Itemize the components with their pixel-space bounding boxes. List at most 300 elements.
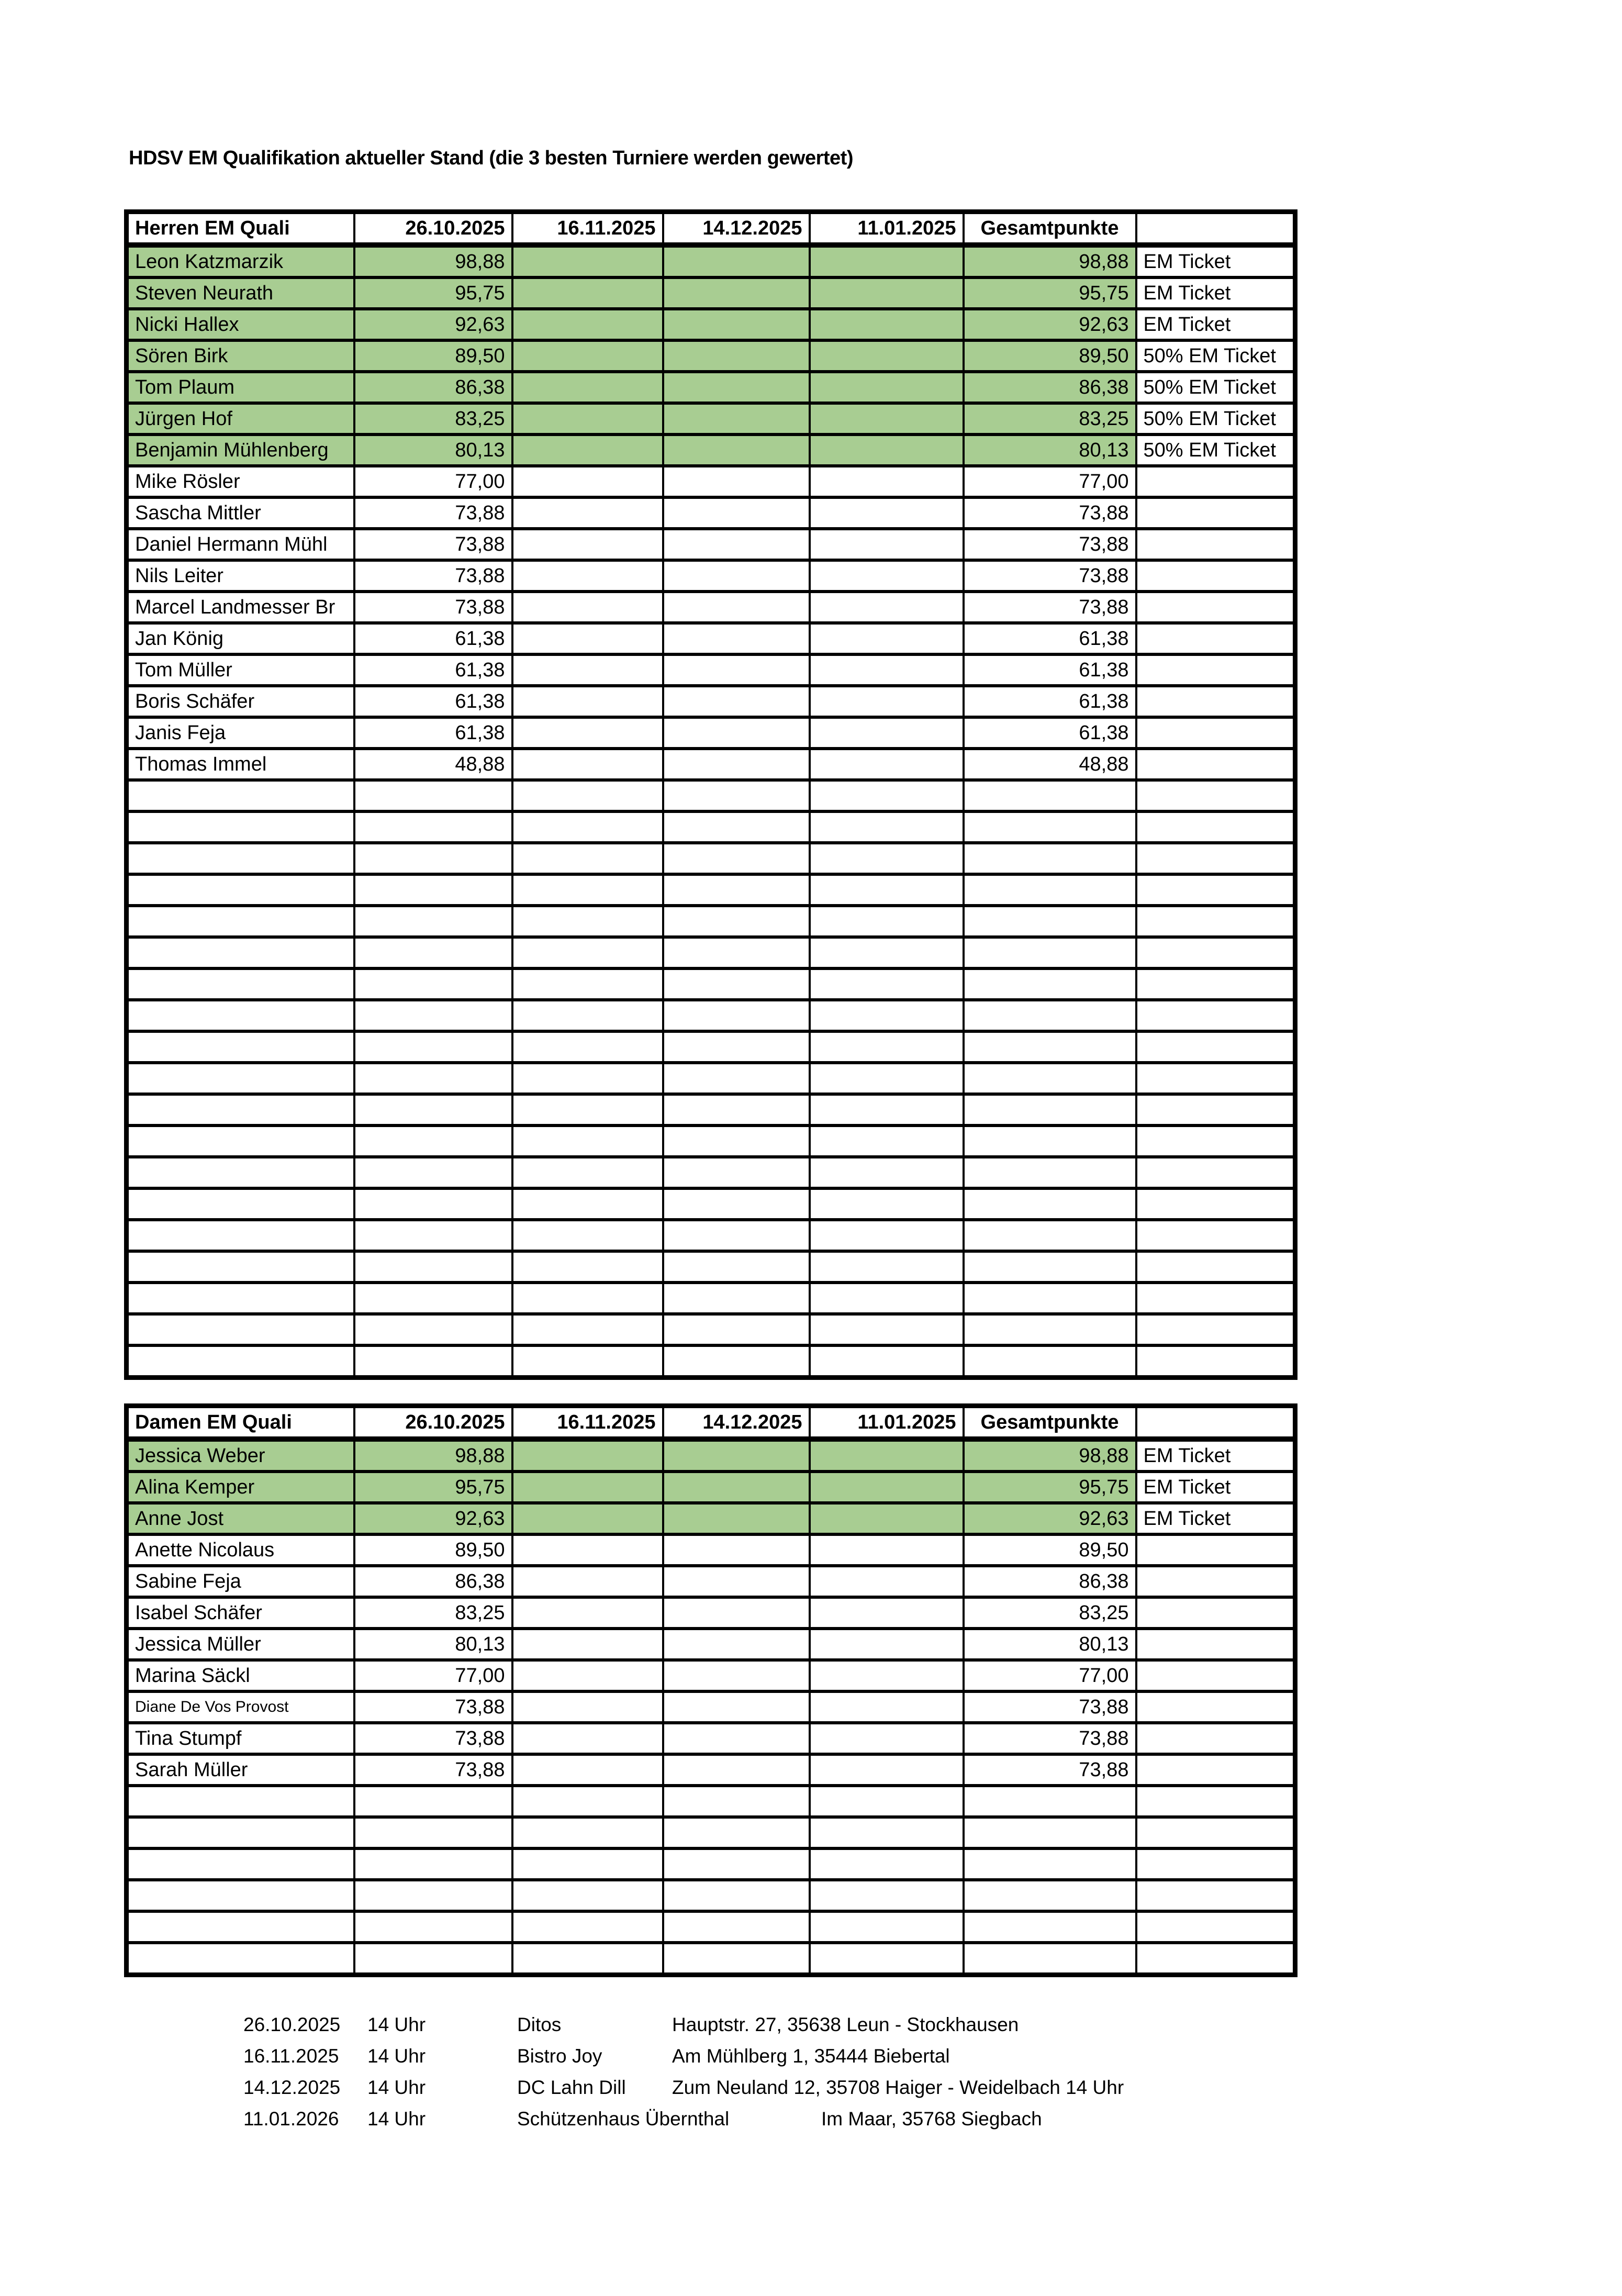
empty-cell bbox=[512, 811, 663, 843]
ticket-status-cell bbox=[1136, 497, 1295, 529]
score-cell bbox=[663, 372, 810, 403]
player-name-cell: Marina Säckl bbox=[127, 1660, 354, 1691]
score-cell bbox=[810, 749, 964, 780]
score-cell: 73,88 bbox=[354, 1754, 512, 1786]
player-name-cell: Jürgen Hof bbox=[127, 403, 354, 434]
score-cell bbox=[512, 1439, 663, 1472]
empty-cell bbox=[1136, 1314, 1295, 1345]
empty-cell bbox=[810, 1817, 964, 1848]
empty-cell bbox=[512, 843, 663, 874]
ticket-status-cell bbox=[1136, 1534, 1295, 1566]
empty-cell bbox=[1136, 1157, 1295, 1188]
score-cell bbox=[663, 434, 810, 466]
empty-cell bbox=[663, 1063, 810, 1094]
score-cell: 73,88 bbox=[354, 560, 512, 592]
ticket-status-cell bbox=[1136, 749, 1295, 780]
empty-cell bbox=[810, 1063, 964, 1094]
total-points-cell: 89,50 bbox=[964, 340, 1136, 372]
empty-cell bbox=[964, 1031, 1136, 1063]
score-cell: 83,25 bbox=[354, 1597, 512, 1629]
empty-cell bbox=[810, 1943, 964, 1975]
schedule-venue: Bistro Joy bbox=[517, 2045, 602, 2067]
total-points-cell: 89,50 bbox=[964, 1534, 1136, 1566]
ticket-status-cell bbox=[1136, 1629, 1295, 1660]
empty-cell bbox=[810, 1345, 964, 1378]
player-row bbox=[127, 1754, 1295, 1786]
score-cell bbox=[512, 1754, 663, 1786]
empty-cell bbox=[127, 1251, 354, 1283]
empty-cell bbox=[1136, 1817, 1295, 1848]
schedule-date: 26.10.2025 bbox=[243, 2014, 341, 2035]
ticket-column-header bbox=[1136, 212, 1295, 246]
player-name-cell: Sören Birk bbox=[127, 340, 354, 372]
total-points-cell: 77,00 bbox=[964, 1660, 1136, 1691]
empty-cell bbox=[354, 968, 512, 1000]
player-row bbox=[127, 277, 1295, 309]
score-cell: 61,38 bbox=[354, 686, 512, 717]
empty-cell bbox=[512, 1188, 663, 1220]
player-name-cell: Alina Kemper bbox=[127, 1472, 354, 1503]
schedule-venue: Schützenhaus Übernthal bbox=[517, 2108, 730, 2130]
empty-row bbox=[127, 1848, 1295, 1880]
score-cell: 98,88 bbox=[354, 1439, 512, 1472]
schedule-time: 14 Uhr bbox=[367, 2108, 426, 2130]
empty-cell bbox=[964, 1848, 1136, 1880]
score-cell bbox=[663, 309, 810, 340]
score-cell bbox=[512, 686, 663, 717]
empty-cell bbox=[810, 1848, 964, 1880]
empty-cell bbox=[512, 937, 663, 968]
score-cell bbox=[810, 1472, 964, 1503]
score-cell bbox=[663, 466, 810, 497]
score-cell: 73,88 bbox=[354, 529, 512, 560]
total-column-header: Gesamtpunkte bbox=[964, 1406, 1136, 1440]
score-cell bbox=[810, 1597, 964, 1629]
empty-cell bbox=[964, 1314, 1136, 1345]
empty-cell bbox=[964, 874, 1136, 906]
empty-cell bbox=[127, 1345, 354, 1378]
empty-cell bbox=[512, 1283, 663, 1314]
table-title-cell: Herren EM Quali bbox=[127, 212, 354, 246]
ticket-status-cell bbox=[1136, 1566, 1295, 1597]
empty-cell bbox=[1136, 1031, 1295, 1063]
empty-cell bbox=[1136, 780, 1295, 811]
score-cell bbox=[512, 654, 663, 686]
empty-cell bbox=[512, 1000, 663, 1031]
schedule-time: 14 Uhr bbox=[367, 2045, 426, 2067]
score-cell bbox=[663, 403, 810, 434]
score-cell bbox=[512, 560, 663, 592]
empty-cell bbox=[127, 1188, 354, 1220]
score-cell bbox=[663, 1660, 810, 1691]
score-cell: 77,00 bbox=[354, 1660, 512, 1691]
total-points-cell: 73,88 bbox=[964, 497, 1136, 529]
score-cell: 80,13 bbox=[354, 434, 512, 466]
empty-cell bbox=[354, 906, 512, 937]
score-cell bbox=[663, 497, 810, 529]
total-column-header: Gesamtpunkte bbox=[964, 212, 1136, 246]
score-cell: 92,63 bbox=[354, 309, 512, 340]
schedule-address: Im Maar, 35768 Siegbach bbox=[821, 2108, 1042, 2130]
header-row bbox=[127, 212, 1295, 246]
empty-cell bbox=[964, 1283, 1136, 1314]
score-cell bbox=[663, 686, 810, 717]
empty-cell bbox=[810, 874, 964, 906]
empty-cell bbox=[127, 1880, 354, 1911]
ticket-status-cell: EM Ticket bbox=[1136, 245, 1295, 277]
empty-row bbox=[127, 1157, 1295, 1188]
player-row bbox=[127, 1660, 1295, 1691]
total-points-cell: 98,88 bbox=[964, 1439, 1136, 1472]
score-cell bbox=[663, 623, 810, 654]
score-cell bbox=[810, 497, 964, 529]
score-cell bbox=[512, 1472, 663, 1503]
total-points-cell: 80,13 bbox=[964, 434, 1136, 466]
damen-em-quali-table bbox=[124, 1403, 1297, 1977]
empty-cell bbox=[663, 1880, 810, 1911]
total-points-cell: 61,38 bbox=[964, 717, 1136, 749]
empty-cell bbox=[127, 968, 354, 1000]
score-cell: 48,88 bbox=[354, 749, 512, 780]
empty-cell bbox=[810, 1283, 964, 1314]
table-title-cell: Damen EM Quali bbox=[127, 1406, 354, 1440]
player-name-cell: Anette Nicolaus bbox=[127, 1534, 354, 1566]
score-cell bbox=[810, 372, 964, 403]
empty-cell bbox=[1136, 1848, 1295, 1880]
empty-cell bbox=[964, 1817, 1136, 1848]
player-row bbox=[127, 403, 1295, 434]
score-cell bbox=[810, 717, 964, 749]
empty-cell bbox=[663, 1817, 810, 1848]
empty-cell bbox=[1136, 843, 1295, 874]
ticket-status-cell bbox=[1136, 1754, 1295, 1786]
empty-cell bbox=[127, 1911, 354, 1943]
schedule-date: 11.01.2026 bbox=[243, 2108, 339, 2130]
empty-row bbox=[127, 1251, 1295, 1283]
score-cell bbox=[810, 592, 964, 623]
ticket-status-cell bbox=[1136, 1691, 1295, 1723]
total-points-cell: 95,75 bbox=[964, 277, 1136, 309]
score-cell bbox=[810, 403, 964, 434]
schedule-address: Zum Neuland 12, 35708 Haiger - Weidelbach 14 Uhr bbox=[672, 2077, 1124, 2098]
empty-cell bbox=[810, 1880, 964, 1911]
empty-cell bbox=[354, 843, 512, 874]
ticket-status-cell: EM Ticket bbox=[1136, 277, 1295, 309]
player-row bbox=[127, 434, 1295, 466]
score-cell bbox=[512, 1629, 663, 1660]
score-cell bbox=[810, 1566, 964, 1597]
player-row bbox=[127, 309, 1295, 340]
total-points-cell: 73,88 bbox=[964, 1723, 1136, 1754]
score-cell: 77,00 bbox=[354, 466, 512, 497]
player-name-cell: Tom Müller bbox=[127, 654, 354, 686]
empty-cell bbox=[512, 1125, 663, 1157]
empty-cell bbox=[1136, 1880, 1295, 1911]
empty-row bbox=[127, 811, 1295, 843]
herren-em-quali-table bbox=[124, 209, 1297, 1380]
score-cell bbox=[663, 340, 810, 372]
player-name-cell: Benjamin Mühlenberg bbox=[127, 434, 354, 466]
empty-cell bbox=[663, 1031, 810, 1063]
empty-row bbox=[127, 1283, 1295, 1314]
empty-cell bbox=[354, 1283, 512, 1314]
score-cell bbox=[810, 1754, 964, 1786]
empty-cell bbox=[663, 874, 810, 906]
empty-cell bbox=[512, 1786, 663, 1817]
empty-cell bbox=[354, 1911, 512, 1943]
empty-cell bbox=[1136, 1251, 1295, 1283]
empty-cell bbox=[663, 1345, 810, 1378]
empty-cell bbox=[1136, 1943, 1295, 1975]
score-cell bbox=[810, 1439, 964, 1472]
score-cell: 61,38 bbox=[354, 623, 512, 654]
empty-cell bbox=[964, 843, 1136, 874]
empty-cell bbox=[1136, 937, 1295, 968]
empty-cell bbox=[354, 1063, 512, 1094]
empty-cell bbox=[663, 1314, 810, 1345]
score-cell: 86,38 bbox=[354, 372, 512, 403]
empty-cell bbox=[127, 1000, 354, 1031]
score-cell bbox=[663, 245, 810, 277]
player-row bbox=[127, 654, 1295, 686]
player-row bbox=[127, 1597, 1295, 1629]
empty-cell bbox=[1136, 1188, 1295, 1220]
empty-cell bbox=[127, 1943, 354, 1975]
empty-cell bbox=[1136, 1125, 1295, 1157]
empty-cell bbox=[964, 780, 1136, 811]
player-row bbox=[127, 245, 1295, 277]
date-column-header: 14.12.2025 bbox=[663, 1406, 810, 1440]
date-column-header: 11.01.2025 bbox=[810, 212, 964, 246]
score-cell: 61,38 bbox=[354, 717, 512, 749]
empty-row bbox=[127, 906, 1295, 937]
total-points-cell: 80,13 bbox=[964, 1629, 1136, 1660]
empty-cell bbox=[810, 968, 964, 1000]
ticket-column-header bbox=[1136, 1406, 1295, 1440]
empty-cell bbox=[964, 1188, 1136, 1220]
empty-cell bbox=[810, 1031, 964, 1063]
ticket-status-cell: 50% EM Ticket bbox=[1136, 372, 1295, 403]
score-cell bbox=[512, 1691, 663, 1723]
player-row bbox=[127, 1472, 1295, 1503]
empty-cell bbox=[964, 1000, 1136, 1031]
score-cell bbox=[663, 560, 810, 592]
empty-row bbox=[127, 1943, 1295, 1975]
empty-cell bbox=[512, 906, 663, 937]
schedule-date: 14.12.2025 bbox=[243, 2077, 341, 2098]
score-cell bbox=[663, 1566, 810, 1597]
empty-row bbox=[127, 1188, 1295, 1220]
score-cell bbox=[810, 1723, 964, 1754]
empty-row bbox=[127, 1125, 1295, 1157]
empty-cell bbox=[354, 1848, 512, 1880]
schedule-venue: DC Lahn Dill bbox=[517, 2077, 626, 2098]
player-row bbox=[127, 623, 1295, 654]
total-points-cell: 92,63 bbox=[964, 309, 1136, 340]
player-row bbox=[127, 497, 1295, 529]
empty-cell bbox=[354, 1031, 512, 1063]
player-row bbox=[127, 340, 1295, 372]
empty-cell bbox=[512, 874, 663, 906]
player-name-cell: Nils Leiter bbox=[127, 560, 354, 592]
empty-row bbox=[127, 1911, 1295, 1943]
player-name-cell: Sarah Müller bbox=[127, 1754, 354, 1786]
ticket-status-cell: EM Ticket bbox=[1136, 309, 1295, 340]
score-cell bbox=[512, 1566, 663, 1597]
empty-cell bbox=[663, 1157, 810, 1188]
schedule-address: Hauptstr. 27, 35638 Leun - Stockhausen bbox=[672, 2014, 1019, 2035]
empty-cell bbox=[127, 780, 354, 811]
score-cell bbox=[512, 1503, 663, 1534]
empty-cell bbox=[663, 968, 810, 1000]
ticket-status-cell bbox=[1136, 1723, 1295, 1754]
empty-cell bbox=[127, 1314, 354, 1345]
score-cell bbox=[512, 277, 663, 309]
empty-cell bbox=[810, 906, 964, 937]
score-cell bbox=[810, 654, 964, 686]
empty-cell bbox=[1136, 1345, 1295, 1378]
empty-cell bbox=[663, 1283, 810, 1314]
ticket-status-cell: 50% EM Ticket bbox=[1136, 403, 1295, 434]
empty-cell bbox=[1136, 968, 1295, 1000]
date-column-header: 16.11.2025 bbox=[512, 212, 663, 246]
date-column-header: 16.11.2025 bbox=[512, 1406, 663, 1440]
player-name-cell: Jan König bbox=[127, 623, 354, 654]
score-cell: 95,75 bbox=[354, 1472, 512, 1503]
empty-cell bbox=[127, 1786, 354, 1817]
ticket-status-cell bbox=[1136, 529, 1295, 560]
empty-cell bbox=[354, 1094, 512, 1125]
empty-cell bbox=[512, 780, 663, 811]
score-cell bbox=[810, 466, 964, 497]
player-name-cell: Sascha Mittler bbox=[127, 497, 354, 529]
player-name-cell: Jessica Weber bbox=[127, 1439, 354, 1472]
total-points-cell: 83,25 bbox=[964, 1597, 1136, 1629]
empty-cell bbox=[964, 1880, 1136, 1911]
empty-cell bbox=[127, 1125, 354, 1157]
score-cell bbox=[663, 1472, 810, 1503]
empty-row bbox=[127, 1063, 1295, 1094]
empty-cell bbox=[1136, 1220, 1295, 1251]
empty-cell bbox=[512, 1220, 663, 1251]
empty-cell bbox=[354, 937, 512, 968]
player-name-cell: Isabel Schäfer bbox=[127, 1597, 354, 1629]
empty-cell bbox=[127, 906, 354, 937]
total-points-cell: 48,88 bbox=[964, 749, 1136, 780]
score-cell bbox=[810, 1629, 964, 1660]
score-cell: 73,88 bbox=[354, 592, 512, 623]
score-cell bbox=[512, 372, 663, 403]
empty-cell bbox=[127, 1031, 354, 1063]
empty-cell bbox=[964, 811, 1136, 843]
date-column-header: 14.12.2025 bbox=[663, 212, 810, 246]
ticket-status-cell: EM Ticket bbox=[1136, 1503, 1295, 1534]
player-row bbox=[127, 592, 1295, 623]
total-points-cell: 61,38 bbox=[964, 623, 1136, 654]
score-cell: 73,88 bbox=[354, 1691, 512, 1723]
player-row bbox=[127, 560, 1295, 592]
empty-row bbox=[127, 780, 1295, 811]
empty-cell bbox=[810, 937, 964, 968]
total-points-cell: 86,38 bbox=[964, 372, 1136, 403]
schedule-address: Am Mühlberg 1, 35444 Biebertal bbox=[672, 2045, 950, 2067]
score-cell bbox=[512, 749, 663, 780]
empty-cell bbox=[663, 1251, 810, 1283]
score-cell bbox=[512, 717, 663, 749]
score-cell bbox=[663, 592, 810, 623]
score-cell: 73,88 bbox=[354, 1723, 512, 1754]
empty-cell bbox=[1136, 1786, 1295, 1817]
player-name-cell: Nicki Hallex bbox=[127, 309, 354, 340]
empty-cell bbox=[810, 1125, 964, 1157]
empty-cell bbox=[354, 1817, 512, 1848]
empty-row bbox=[127, 937, 1295, 968]
score-cell bbox=[810, 623, 964, 654]
player-row bbox=[127, 372, 1295, 403]
total-points-cell: 83,25 bbox=[964, 403, 1136, 434]
score-cell bbox=[810, 1660, 964, 1691]
score-cell bbox=[663, 1691, 810, 1723]
empty-cell bbox=[663, 1943, 810, 1975]
score-cell bbox=[512, 245, 663, 277]
ticket-status-cell: 50% EM Ticket bbox=[1136, 340, 1295, 372]
empty-cell bbox=[810, 780, 964, 811]
player-row bbox=[127, 1534, 1295, 1566]
empty-cell bbox=[354, 1314, 512, 1345]
empty-cell bbox=[354, 1157, 512, 1188]
empty-cell bbox=[1136, 811, 1295, 843]
empty-cell bbox=[354, 1125, 512, 1157]
ticket-status-cell bbox=[1136, 1660, 1295, 1691]
score-cell bbox=[512, 434, 663, 466]
empty-cell bbox=[512, 1817, 663, 1848]
empty-cell bbox=[354, 1345, 512, 1378]
score-cell: 80,13 bbox=[354, 1629, 512, 1660]
empty-row bbox=[127, 843, 1295, 874]
score-cell bbox=[663, 1597, 810, 1629]
empty-cell bbox=[512, 1911, 663, 1943]
score-cell: 73,88 bbox=[354, 497, 512, 529]
empty-cell bbox=[663, 1786, 810, 1817]
score-cell bbox=[810, 560, 964, 592]
score-cell bbox=[512, 340, 663, 372]
empty-cell bbox=[354, 811, 512, 843]
score-cell bbox=[810, 309, 964, 340]
empty-row bbox=[127, 874, 1295, 906]
score-cell bbox=[663, 1503, 810, 1534]
score-cell bbox=[810, 434, 964, 466]
score-cell bbox=[512, 309, 663, 340]
score-cell bbox=[663, 749, 810, 780]
score-cell bbox=[512, 1723, 663, 1754]
empty-cell bbox=[964, 1786, 1136, 1817]
empty-cell bbox=[663, 906, 810, 937]
score-cell bbox=[512, 529, 663, 560]
empty-cell bbox=[512, 1063, 663, 1094]
total-points-cell: 73,88 bbox=[964, 1691, 1136, 1723]
total-points-cell: 77,00 bbox=[964, 466, 1136, 497]
empty-cell bbox=[127, 1817, 354, 1848]
empty-cell bbox=[663, 1911, 810, 1943]
empty-cell bbox=[354, 1220, 512, 1251]
empty-cell bbox=[964, 906, 1136, 937]
empty-cell bbox=[1136, 1000, 1295, 1031]
player-row bbox=[127, 686, 1295, 717]
player-name-cell: Tina Stumpf bbox=[127, 1723, 354, 1754]
header-row bbox=[127, 1406, 1295, 1440]
empty-cell bbox=[1136, 906, 1295, 937]
empty-row bbox=[127, 1345, 1295, 1378]
